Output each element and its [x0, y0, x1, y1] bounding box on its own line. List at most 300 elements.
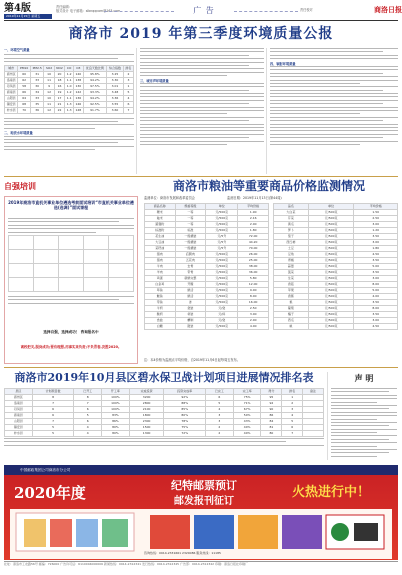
table-cell: 香菇 — [274, 282, 309, 288]
table-header-cell: 平均价格 — [354, 204, 398, 210]
table-row — [5, 431, 324, 437]
table-cell: 大白菜 — [274, 210, 309, 216]
table-cell: 5.80 — [238, 276, 269, 282]
table-cell: 1.80 — [238, 228, 269, 234]
table-cell: 12.00 — [238, 282, 269, 288]
table-cell: 3.00 — [238, 312, 269, 318]
table-cell: 97.5% — [83, 83, 106, 89]
table-cell: 3.50 — [354, 270, 398, 276]
table-cell: 3.50 — [354, 312, 398, 318]
table-cell: 元/500克 — [308, 282, 354, 288]
price-report-title: 商洛市粮油等重要商品价格监测情况 — [172, 179, 365, 193]
table-cell: 34 — [30, 89, 44, 95]
table-cell: 芹菜 — [274, 216, 309, 222]
water-report-title: 商洛市2019年10月县区碧水保卫战计划项目进展情况排名表 — [14, 371, 314, 384]
table-header-cell: PM10 — [18, 65, 31, 71]
table-cell: 80% — [164, 413, 206, 419]
table-cell: 葡萄 — [274, 306, 309, 312]
table-cell: 3.50 — [354, 234, 398, 240]
env-report-title: 商洛市 2019 年第三季度环境质量公报 — [68, 26, 334, 42]
table-header-cell: 综合指数 — [107, 65, 124, 71]
table-cell: 50% — [233, 413, 261, 419]
table-header-cell: SO2 — [44, 65, 54, 71]
table-cell: 1.2 — [66, 71, 72, 76]
env-heading-noise: 三、城市声环境质量 — [140, 78, 169, 83]
table-cell: 3.48 — [107, 89, 124, 95]
table-cell: 牛奶 — [145, 306, 176, 312]
table-cell: 71% — [233, 401, 261, 407]
table-cell: 茄子 — [274, 234, 309, 240]
stamp-album-icon — [24, 519, 46, 547]
table-row — [145, 324, 269, 330]
table-cell: 7 — [32, 419, 74, 425]
table-cell: 鲤鱼 — [145, 294, 176, 300]
table-cell: 92.5% — [83, 101, 106, 107]
table-cell: 冻 — [175, 300, 206, 306]
table-cell: 3.50 — [354, 258, 398, 264]
training-ad-body — [8, 218, 134, 306]
table-row — [274, 234, 398, 240]
table-cell: 84 — [261, 419, 282, 425]
table-cell: 元/500克 — [308, 210, 354, 216]
date-line: 2019年11月15日 星期五 — [4, 14, 52, 19]
table-cell: 3.00 — [354, 276, 398, 282]
table-row — [274, 222, 398, 228]
table-header-cell: CO — [65, 65, 74, 71]
table-cell: 67% — [233, 407, 261, 413]
table-cell: 130 — [75, 83, 82, 88]
table-header-cell: 单位 — [206, 204, 238, 210]
table-cell: 10 — [44, 71, 54, 77]
table-cell: 3 — [282, 407, 303, 413]
table-cell: 食盐 — [145, 318, 176, 324]
table-cell: 元/500克 — [206, 258, 238, 264]
stamp-album-icon — [50, 519, 72, 547]
table-cell: 6 — [32, 413, 74, 419]
table-cell: 8 — [74, 395, 102, 401]
table-cell: 4 — [74, 431, 102, 437]
table-cell: 94.2% — [83, 77, 106, 83]
table-cell: 146 — [75, 101, 82, 106]
table-cell: 3.00 — [354, 222, 398, 228]
table-header-cell: 已开工 — [74, 389, 102, 395]
table-row — [274, 270, 398, 276]
table-cell: 元/500克 — [206, 282, 238, 288]
table-cell: 丹凤县 — [5, 83, 18, 89]
table-cell: 2.50 — [354, 216, 398, 222]
table-header-cell: 平均价格 — [238, 204, 269, 210]
header-info — [56, 5, 176, 13]
table-cell: 袋装 — [175, 306, 206, 312]
price-monitor-date: 监测日期：2019年11月13日(第44周) — [227, 196, 282, 200]
table-cell: 元/500克 — [308, 216, 354, 222]
table-row — [5, 107, 134, 113]
table-cell: 18 — [54, 77, 65, 83]
table-cell: 8 — [32, 395, 74, 401]
table-cell: 5 — [206, 401, 234, 407]
table-cell: 元/5升 — [206, 234, 238, 240]
table-cell: 4.50 — [354, 252, 398, 258]
table-cell: 元/500克 — [206, 210, 238, 216]
table-cell: 30 — [30, 83, 44, 89]
table-cell: 7 — [32, 401, 74, 407]
table-cell: 95 — [261, 395, 282, 401]
table-cell: 元/500克 — [206, 252, 238, 258]
table-cell: 一等 — [175, 216, 206, 222]
email-value: slbnqqcom@163.com — [85, 9, 121, 14]
table-cell: 元/500克 — [206, 228, 238, 234]
table-cell: 洛南县 — [5, 77, 18, 83]
table-cell: 鸡蛋 — [145, 276, 176, 282]
table-cell: 元/500克 — [206, 294, 238, 300]
table-cell: 菜籽油 — [145, 246, 176, 252]
table-cell: 9 — [44, 83, 54, 89]
qr-code-icon — [354, 523, 378, 541]
table-cell: 78% — [164, 419, 206, 425]
table-cell: 62 — [18, 77, 31, 83]
table-cell: 5 — [32, 431, 74, 437]
table-cell: 80% — [102, 431, 130, 437]
table-cell: 142 — [75, 89, 82, 94]
table-row — [274, 324, 398, 330]
table-cell: 蒜薹 — [274, 264, 309, 270]
table-cell: 60 — [18, 71, 31, 77]
table-cell: 81 — [261, 425, 282, 431]
table-cell: 元/500克 — [206, 216, 238, 222]
table-cell: 4 — [282, 413, 303, 419]
table-cell: 2100 — [129, 407, 164, 413]
table-cell: 7 — [282, 431, 303, 437]
table-cell: 72% — [164, 431, 206, 437]
env-air-table — [4, 65, 134, 114]
table-cell: 26.00 — [238, 252, 269, 258]
table-cell: 31 — [30, 71, 44, 77]
training-slogan: 离校把关,脱岗成功;要有理想,用事实来负责;不负青春,决胜2020。 — [20, 345, 122, 349]
table-cell: 25.00 — [238, 258, 269, 264]
table-cell: 88% — [164, 401, 206, 407]
table-cell: 商州区 — [5, 71, 18, 77]
table-cell: 山阳县 — [5, 95, 18, 101]
table-cell: 3.00 — [354, 318, 398, 324]
table-cell: 148 — [75, 107, 82, 112]
magazine-icon — [150, 515, 190, 549]
table-header-cell: 已完工 — [206, 389, 234, 395]
table-cell: 90 — [261, 407, 282, 413]
table-header-cell: 排名 — [282, 389, 303, 395]
table-cell: 80 — [261, 431, 282, 437]
table-cell: 一级桶装 — [175, 240, 206, 246]
table-cell: 93.3% — [83, 89, 106, 95]
table-cell: 镇安县 — [5, 425, 33, 431]
table-cell: 70 — [18, 107, 31, 113]
table-cell: 一级桶装 — [175, 246, 206, 252]
env-report-col1 — [4, 48, 134, 153]
stamp-album-icon — [102, 519, 128, 547]
table-cell: 元/500克 — [308, 234, 354, 240]
table-row — [274, 228, 398, 234]
table-cell: 元/500克 — [308, 318, 354, 324]
table-cell: 去骨 — [175, 264, 206, 270]
table-cell: 五花肉 — [175, 258, 206, 264]
table-cell: 桃 — [274, 324, 309, 330]
table-cell: 元/500克 — [308, 276, 354, 282]
table-cell: 33 — [30, 95, 44, 101]
table-cell: 6 — [74, 419, 102, 425]
table-header-cell: 备注 — [303, 389, 324, 395]
email-label: 版式设计 电子邮箱： — [56, 9, 86, 14]
table-cell: 4.00 — [354, 294, 398, 300]
table-cell: 2 — [282, 401, 303, 407]
table-header-cell: 排名 — [123, 65, 133, 71]
table-header-cell: 开工率 — [102, 389, 130, 395]
table-cell: 92% — [164, 395, 206, 401]
postal-ad-company: 中国邮政集团公司商洛市分公司 — [4, 465, 398, 475]
table-cell: 商南县 — [5, 89, 18, 95]
table-cell: 元/袋 — [206, 318, 238, 324]
table-cell: 100% — [102, 407, 130, 413]
table-cell: 2.00 — [238, 222, 269, 228]
table-cell: 1.50 — [354, 210, 398, 216]
table-cell: 58 — [18, 83, 31, 89]
table-cell: 2.16 — [238, 216, 269, 222]
table-cell: 3.50 — [354, 300, 398, 306]
table-cell: 16 — [54, 83, 65, 89]
table-cell: 5 — [282, 419, 303, 425]
table-cell: 11 — [44, 77, 54, 83]
table-header-cell: 优良天数比例 — [83, 65, 106, 71]
table-cell: 带鱼 — [145, 300, 176, 306]
magazine-icon — [238, 515, 278, 549]
table-cell: 36 — [30, 107, 44, 113]
table-cell: 元/500克 — [206, 300, 238, 306]
table-cell: 4.50 — [354, 324, 398, 330]
table-cell: 3.55 — [107, 101, 124, 107]
table-cell: 3.30 — [107, 77, 124, 83]
table-cell: 17 — [54, 95, 65, 101]
water-progress-table — [4, 388, 324, 437]
table-cell: 6 — [282, 425, 303, 431]
table-cell: 38.00 — [238, 264, 269, 270]
table-cell: 苹果 — [274, 288, 309, 294]
table-cell: 5 — [74, 413, 102, 419]
table-cell: 1.1 — [66, 95, 72, 100]
table-cell: 5.00 — [354, 264, 398, 270]
table-cell: 籼米 — [145, 216, 176, 222]
table-header-cell: 城市 — [5, 65, 18, 71]
table-cell: 西红柿 — [274, 240, 309, 246]
qr-code-icon — [331, 523, 349, 541]
price-table-left — [144, 203, 269, 330]
table-row — [274, 246, 398, 252]
header-rule — [4, 20, 398, 21]
table-cell: 11 — [44, 101, 54, 107]
postal-ad-line2: 邮发报刊征订 — [174, 496, 234, 507]
table-cell: 橘子 — [274, 312, 309, 318]
statement-body — [331, 388, 397, 459]
table-cell: 3 — [123, 77, 133, 83]
env-report-col2 — [140, 48, 264, 147]
table-header-cell: 品名 — [274, 204, 309, 210]
table-cell: 94.2% — [83, 95, 106, 101]
page-number-badge — [4, 3, 52, 14]
table-row — [274, 294, 398, 300]
table-cell: 33 — [30, 77, 44, 83]
table-cell: 5 — [123, 89, 133, 95]
table-cell: 1.20 — [354, 228, 398, 234]
header-right-info: 责任校对 — [300, 8, 313, 12]
table-cell: 开膛 — [175, 282, 206, 288]
table-row — [274, 300, 398, 306]
table-cell: 牛肉 — [145, 264, 176, 270]
table-row — [5, 101, 134, 107]
table-cell: 白糖 — [145, 324, 176, 330]
table-cell: 7 — [74, 401, 102, 407]
table-cell: 丹凤县 — [5, 407, 33, 413]
table-cell: 青椒 — [274, 258, 309, 264]
table-cell: 3 — [206, 413, 234, 419]
stamp-album-icon — [76, 519, 98, 547]
table-cell: 2300 — [129, 419, 164, 425]
table-cell: 44.20 — [238, 240, 269, 246]
table-cell: 商南县 — [5, 413, 33, 419]
table-cell: 91.7% — [83, 107, 106, 113]
table-cell: 136 — [75, 95, 82, 100]
table-cell: 6 — [123, 101, 133, 107]
table-cell: 菠菜 — [274, 270, 309, 276]
table-cell: 3.01 — [107, 83, 124, 89]
table-cell: 12 — [44, 107, 54, 113]
table-cell: 花生油 — [145, 234, 176, 240]
table-row — [5, 71, 134, 77]
table-row — [274, 306, 398, 312]
table-cell: 16.00 — [238, 300, 269, 306]
table-cell: 梨 — [274, 300, 309, 306]
table-cell: 2 — [206, 431, 234, 437]
price-note: 注：本4价格为监测点平均价格，自2019年11月6日起每周五发布。 — [144, 358, 240, 362]
table-cell: 5.00 — [354, 288, 398, 294]
training-schedule-table — [8, 235, 134, 292]
table-cell: 元/500克 — [308, 240, 354, 246]
page-header — [4, 3, 402, 20]
table-cell: 75% — [233, 395, 261, 401]
table-cell: 1 — [123, 83, 133, 89]
table-cell: 9.00 — [238, 288, 269, 294]
table-header-cell: 得分 — [261, 389, 282, 395]
newspaper-logo: 商洛日报 — [374, 5, 402, 14]
table-cell: 白条鸡 — [145, 282, 176, 288]
table-cell: 138 — [75, 77, 82, 82]
table-cell: 10 — [44, 95, 54, 101]
table-cell: 鲜活 — [175, 288, 206, 294]
table-header-cell: 商品名称 — [145, 204, 176, 210]
table-cell: 22 — [54, 107, 65, 113]
table-cell: 元/5升 — [206, 240, 238, 246]
postal-ad — [4, 465, 398, 560]
table-row — [274, 288, 398, 294]
training-brand: 自强培训 — [4, 181, 36, 191]
table-cell: 元/5升 — [206, 246, 238, 252]
magazine-icon — [194, 515, 234, 549]
table-header-cell: PM2.5 — [30, 65, 44, 71]
table-cell: 100% — [102, 401, 130, 407]
table-cell: 元/500克 — [308, 252, 354, 258]
table-cell — [303, 431, 324, 437]
table-cell: 20 — [54, 71, 65, 77]
table-cell: 散装 — [175, 324, 206, 330]
table-cell: 8.00 — [238, 294, 269, 300]
table-cell: 1500 — [129, 425, 164, 431]
table-cell: 66 — [18, 89, 31, 95]
table-cell: 猪肉 — [145, 258, 176, 264]
table-cell: 36.00 — [238, 270, 269, 276]
table-row — [5, 77, 134, 83]
table-cell: 酸奶 — [145, 312, 176, 318]
table-cell: 140 — [75, 71, 82, 76]
table-cell: 2 — [123, 71, 133, 77]
table-cell: 40% — [233, 425, 261, 431]
table-cell: 40% — [233, 431, 261, 437]
table-row — [274, 276, 398, 282]
table-row — [274, 252, 398, 258]
env-report-col3 — [270, 48, 398, 147]
table-cell: 元/500克 — [206, 276, 238, 282]
table-cell: 元/500克 — [308, 288, 354, 294]
table-cell: 6 — [32, 407, 74, 413]
table-cell: 21 — [54, 101, 65, 107]
table-cell: 元/500克 — [308, 294, 354, 300]
table-row — [274, 264, 398, 270]
table-cell: 64 — [18, 95, 31, 101]
env-heading-radiation: 四、辐射环境质量 — [270, 61, 296, 66]
table-cell: 1800 — [129, 413, 164, 419]
table-cell: 70.00 — [238, 246, 269, 252]
table-cell: 商州区 — [5, 395, 33, 401]
env-heading-water: 二、地表水环境质量 — [4, 131, 33, 136]
table-cell: 1300 — [129, 431, 164, 437]
table-cell: 豆角 — [274, 252, 309, 258]
table-header-cell: 规格等级 — [175, 204, 206, 210]
table-cell: 粳米 — [145, 210, 176, 216]
table-cell: 6 — [206, 395, 234, 401]
table-cell: 92 — [261, 401, 282, 407]
postal-ad-contact: 咨询热线：0914-2331661 2320086 服务热线：11185 — [144, 551, 221, 555]
table-cell: 72.00 — [238, 234, 269, 240]
table-cell: 元/500克 — [308, 312, 354, 318]
postal-ad-hot: 火热进行中！ — [291, 485, 370, 500]
table-cell: 1.80 — [354, 246, 398, 252]
table-row — [5, 83, 134, 89]
table-cell: 洛南县 — [5, 401, 33, 407]
table-cell: 元/500克 — [308, 300, 354, 306]
table-cell: 元/袋 — [206, 306, 238, 312]
table-cell: 元/500克 — [308, 264, 354, 270]
table-header-cell: 单位 — [308, 204, 354, 210]
table-cell: 1.0 — [66, 83, 72, 88]
table-row — [274, 216, 398, 222]
table-cell: 山阳县 — [5, 419, 33, 425]
table-row — [274, 240, 398, 246]
table-cell: 86 — [261, 413, 282, 419]
table-cell: 5 — [32, 425, 74, 431]
table-header-cell: 完成投资 — [129, 389, 164, 395]
table-cell: 3200 — [129, 395, 164, 401]
table-cell: 元/500克 — [206, 324, 238, 330]
table-cell: 3 — [206, 419, 234, 425]
table-cell: 羊肉 — [145, 270, 176, 276]
table-cell: 标准 — [175, 228, 206, 234]
table-cell: 一等 — [175, 210, 206, 216]
table-cell: 1.3 — [66, 101, 72, 106]
